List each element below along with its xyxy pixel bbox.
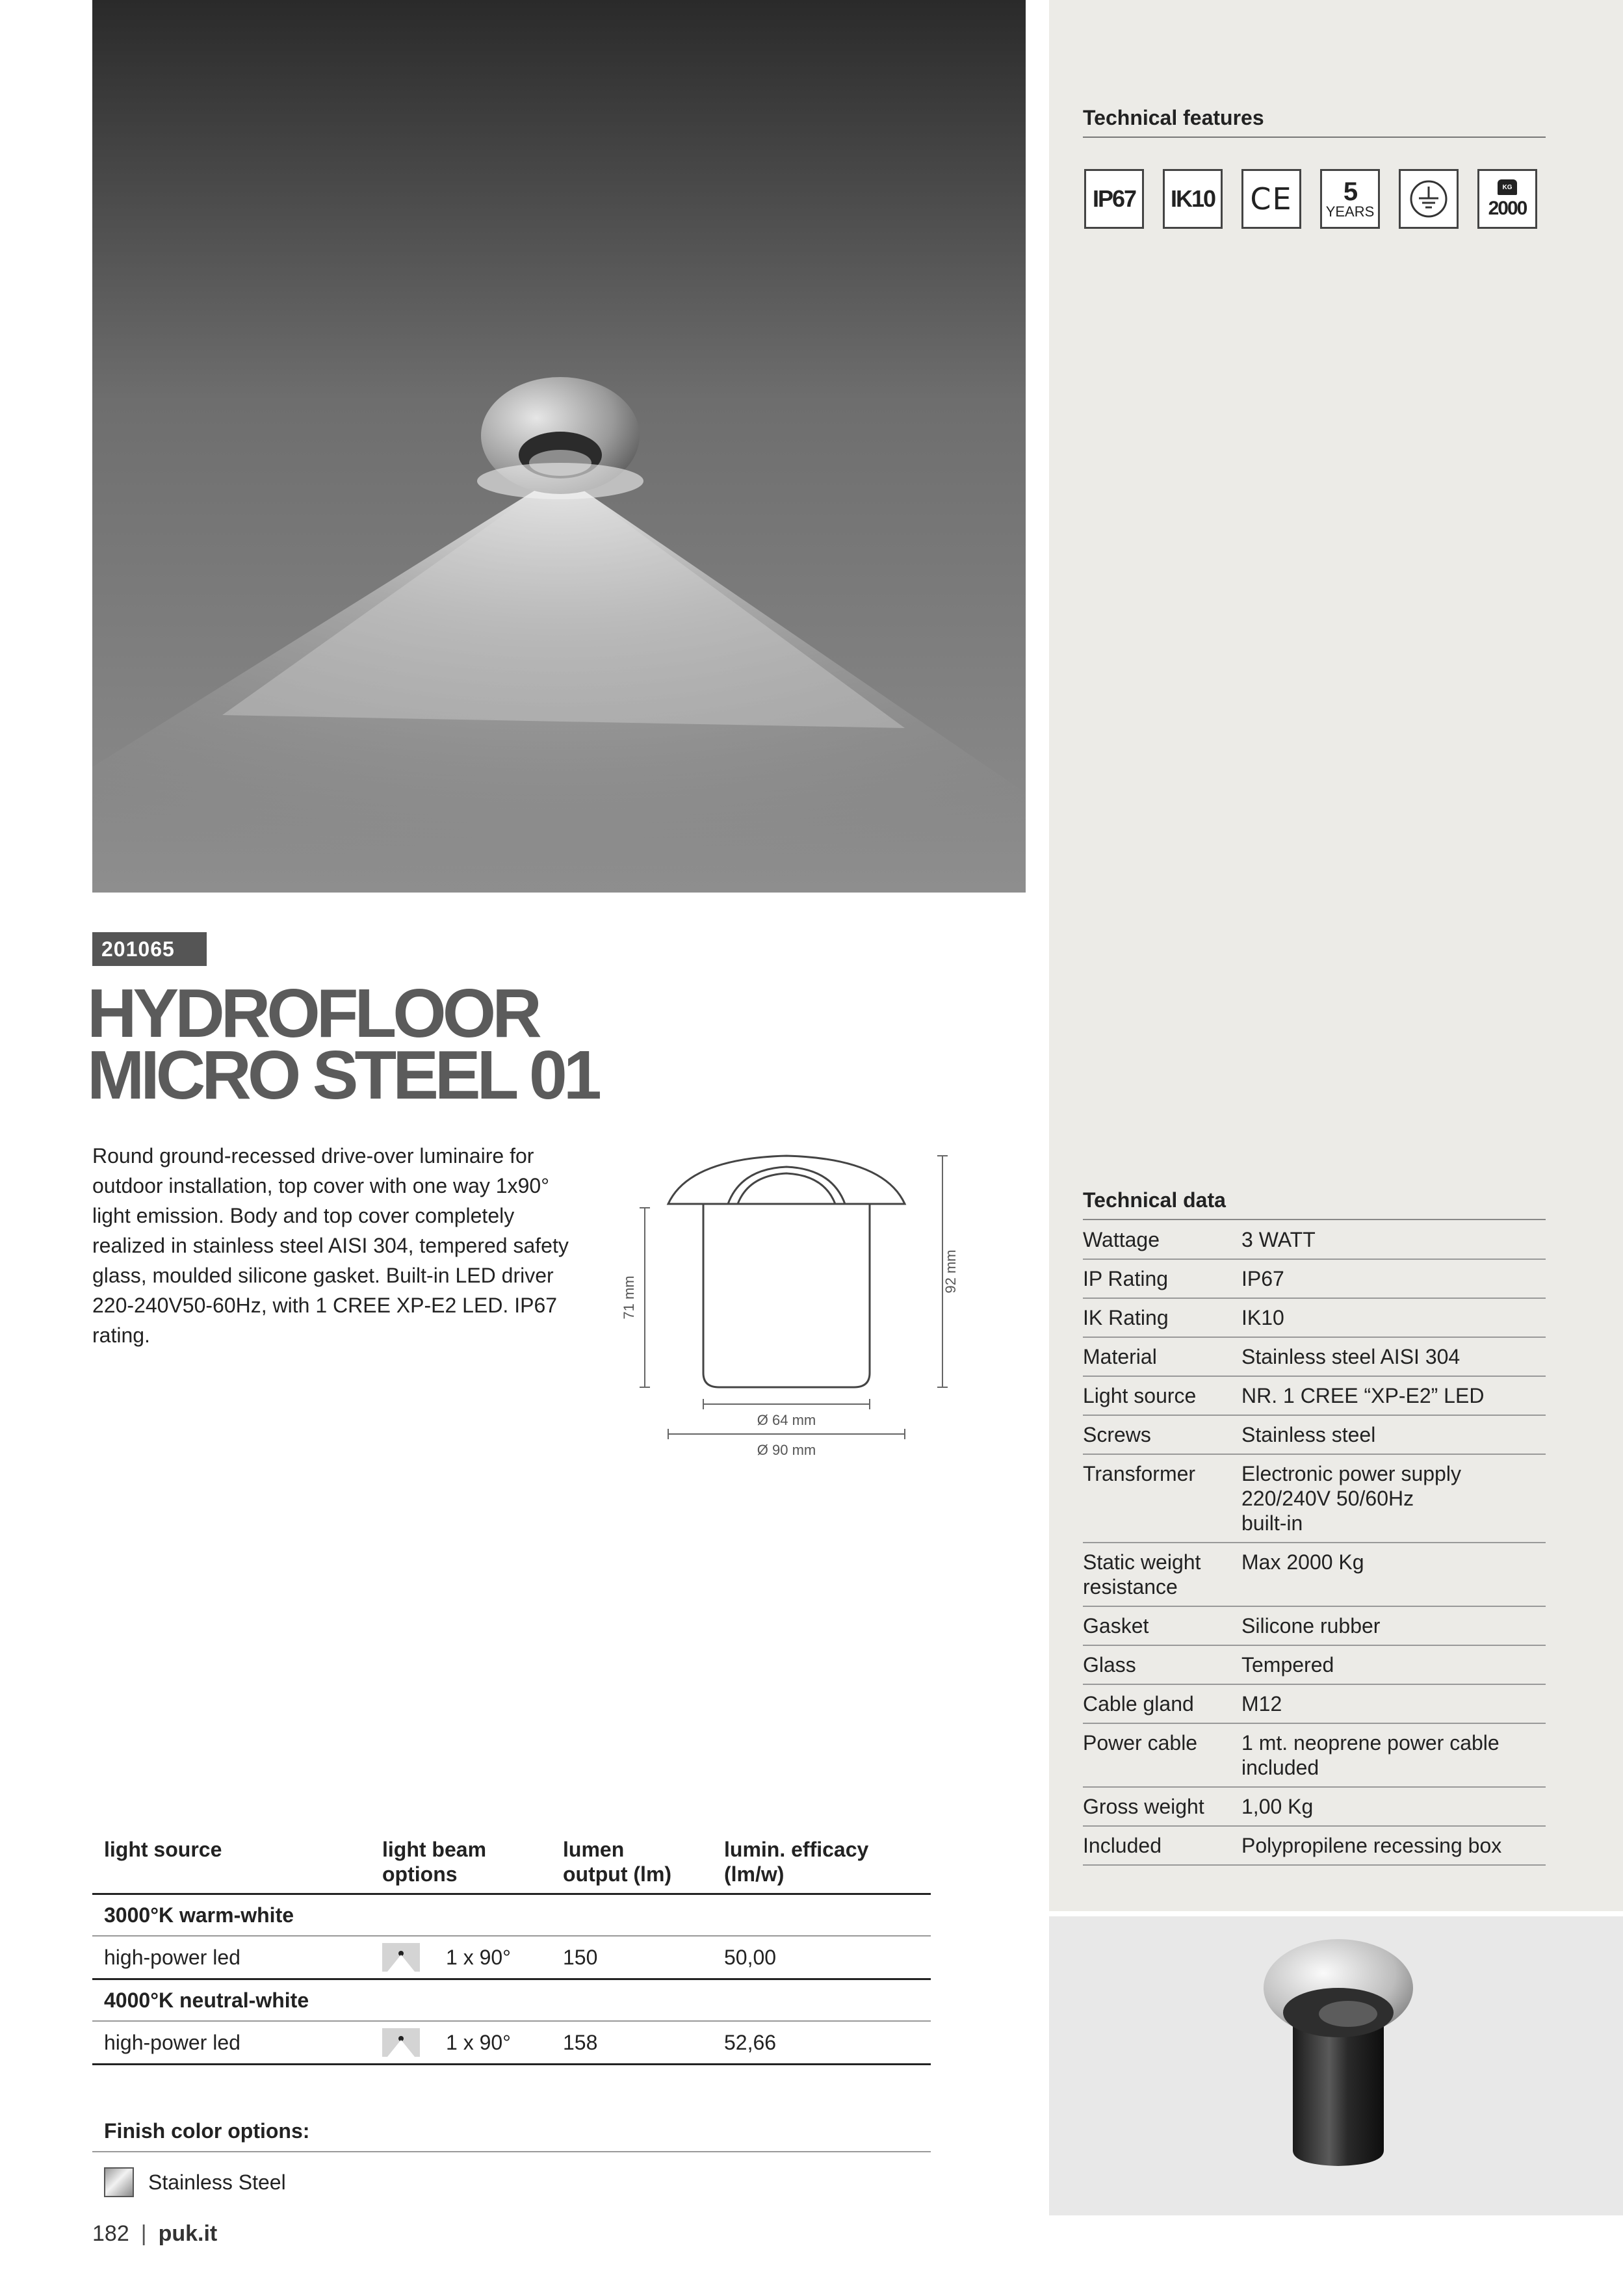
row-beam-label: 1 x 90° xyxy=(446,2031,511,2054)
technical-data-row xyxy=(1083,1416,1546,1455)
beam-direction-icon xyxy=(382,2028,420,2057)
technical-data-value: Tempered xyxy=(1241,1653,1334,1676)
technical-data-key: Cable gland xyxy=(1083,1692,1194,1715)
row-efficacy: 52,66 xyxy=(724,2031,777,2054)
ik10-icon-label: IK10 xyxy=(1170,185,1215,212)
technical-data-row xyxy=(1083,1455,1546,1543)
finish-swatch xyxy=(104,2167,134,2197)
row-beam-label: 1 x 90° xyxy=(446,1946,511,1969)
technical-data-row xyxy=(1083,1827,1546,1866)
ik10-icon xyxy=(1163,169,1223,229)
technical-data-value: IK10 xyxy=(1241,1306,1284,1329)
dimension-diameter-body: Ø 64 mm xyxy=(757,1412,816,1428)
row-source: high-power led xyxy=(104,2031,240,2054)
technical-data-value: Silicone rubber xyxy=(1241,1614,1381,1637)
technical-data-key: IK Rating xyxy=(1083,1306,1169,1329)
row-lumen: 158 xyxy=(563,2031,598,2054)
page-footer xyxy=(92,2221,217,2247)
technical-data-row xyxy=(1083,1724,1546,1788)
hero-product-photo xyxy=(92,0,1026,893)
footer-separator: | xyxy=(140,2221,147,2246)
group-warm-white: 3000°K warm-white xyxy=(92,1895,931,1937)
technical-data-row xyxy=(1083,1338,1546,1377)
technical-data-key: Light source xyxy=(1083,1384,1197,1407)
technical-data-value: IP67 xyxy=(1241,1267,1284,1290)
row-beam xyxy=(382,1943,563,1972)
light-source-table-header xyxy=(92,1837,931,1895)
dimension-diameter-total: Ø 90 mm xyxy=(757,1442,816,1458)
technical-data-row xyxy=(1083,1646,1546,1685)
technical-data-value: Max 2000 Kg xyxy=(1241,1550,1364,1574)
technical-data-key: Transformer xyxy=(1083,1462,1196,1485)
group-neutral-white: 4000°K neutral-white xyxy=(92,1980,931,2022)
finish-option-label: Stainless Steel xyxy=(148,2170,286,2194)
technical-data-value: 3 WATT xyxy=(1241,1228,1316,1251)
dimension-drawing xyxy=(611,1138,975,1476)
dimension-height-body: 71 mm xyxy=(621,1275,637,1320)
technical-data-key: IP Rating xyxy=(1083,1267,1169,1290)
row-source: high-power led xyxy=(104,1946,240,1969)
product-title-line2: MICRO STEEL 01 xyxy=(87,1037,598,1114)
technical-data-row xyxy=(1083,1299,1546,1338)
ce-mark-icon xyxy=(1241,169,1301,229)
product-render-image xyxy=(1049,1916,1623,2215)
technical-data-row xyxy=(1083,1377,1546,1416)
weight-icon xyxy=(1477,169,1537,229)
row-lumen: 150 xyxy=(563,1946,598,1969)
technical-data-key: Material xyxy=(1083,1345,1157,1368)
weight-icon-label: 2000 xyxy=(1488,198,1527,219)
technical-data-value: NR. 1 CREE “XP-E2” LED xyxy=(1241,1384,1485,1407)
technical-features-heading: Technical features xyxy=(1083,106,1546,138)
row-efficacy: 50,00 xyxy=(724,1946,777,1969)
finish-options-heading: Finish color options: xyxy=(92,2119,931,2152)
technical-data-value: M12 xyxy=(1241,1692,1282,1715)
header-lumen-output: lumen output (lm) xyxy=(563,1838,672,1886)
ip67-icon xyxy=(1084,169,1144,229)
product-title xyxy=(87,975,737,1114)
technical-data-value: Polypropilene recessing box xyxy=(1241,1834,1502,1857)
row-beam xyxy=(382,2028,563,2057)
technical-data-key: Gross weight xyxy=(1083,1795,1204,1818)
technical-data-key: Gasket xyxy=(1083,1614,1149,1637)
technical-data-value: 1,00 Kg xyxy=(1241,1795,1314,1818)
finish-option-stainless-steel xyxy=(104,2167,286,2197)
technical-data-row xyxy=(1083,1543,1546,1607)
technical-data-key: Screws xyxy=(1083,1423,1151,1446)
technical-data-value: Electronic power supply 220/240V 50/60Hz built-in xyxy=(1241,1462,1461,1535)
header-light-source: light source xyxy=(104,1838,222,1861)
warranty-icon xyxy=(1320,169,1380,229)
technical-data-value: Stainless steel AISI 304 xyxy=(1241,1345,1461,1368)
technical-data-key: Static weight resistance xyxy=(1083,1550,1201,1598)
ce-mark-icon-label: CE xyxy=(1250,181,1293,216)
product-description: Round ground-recessed drive-over luminaire for outdoor installation, top cover with one way 1x90° light emission. Body and top cover completely realized in stainless steel AISI 304, tempered safety glass, moulded silicone gasket. Built-in LED driver 220-240V50-60Hz, with 1 CREE XP-E2 LED. IP67 rating. xyxy=(92,1144,569,1347)
warranty-years-number: 5 xyxy=(1343,177,1357,206)
product-code-badge: 201065 xyxy=(92,932,207,966)
table-row xyxy=(92,2022,931,2065)
technical-data-value: 1 mt. neoprene power cable included xyxy=(1241,1731,1500,1779)
beam-direction-icon xyxy=(382,1943,420,1972)
product-render-box xyxy=(1049,1916,1623,2215)
ip67-icon-label: IP67 xyxy=(1092,185,1136,212)
footer-site-link[interactable]: puk.it xyxy=(158,2221,218,2246)
table-row xyxy=(92,1937,931,1980)
technical-data-key: Power cable xyxy=(1083,1731,1198,1755)
ground-icon xyxy=(1399,169,1459,229)
technical-data-row xyxy=(1083,1607,1546,1646)
technical-data-table xyxy=(1083,1221,1546,1866)
technical-data-heading: Technical data xyxy=(1083,1188,1546,1220)
technical-data-row xyxy=(1083,1685,1546,1724)
technical-data-row xyxy=(1083,1260,1546,1299)
product-title-line1: HYDROFLOOR xyxy=(87,975,538,1052)
page-number: 182 xyxy=(92,2221,129,2246)
dimension-height-total: 92 mm xyxy=(942,1249,959,1294)
header-beam-options: light beam options xyxy=(382,1838,487,1886)
technical-data-row xyxy=(1083,1221,1546,1260)
weight-kg-badge: KG xyxy=(1498,179,1517,195)
technical-data-key: Included xyxy=(1083,1834,1162,1857)
technical-data-value: Stainless steel xyxy=(1241,1423,1376,1446)
light-source-table xyxy=(92,1837,931,2065)
technical-data-row xyxy=(1083,1788,1546,1827)
warranty-years-label: YEARS xyxy=(1325,203,1375,220)
technical-data-key: Wattage xyxy=(1083,1228,1160,1251)
technical-data-key: Glass xyxy=(1083,1653,1136,1676)
header-efficacy: lumin. efficacy (lm/w) xyxy=(724,1838,869,1886)
